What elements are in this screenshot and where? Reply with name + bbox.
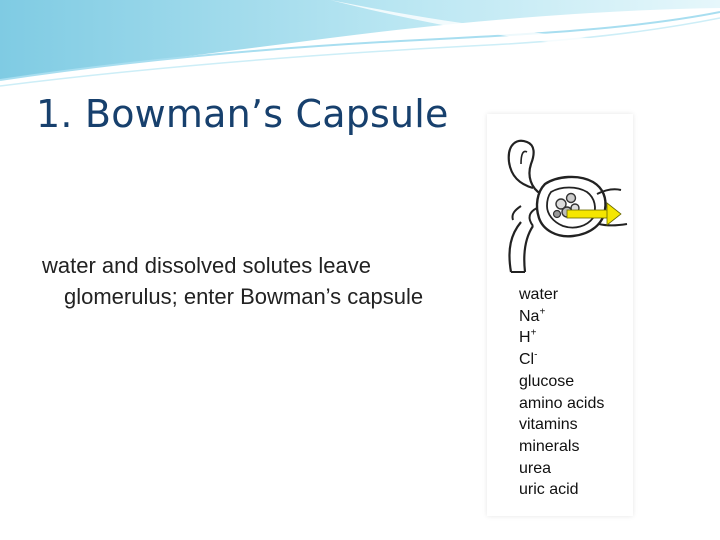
header-swoosh-decoration bbox=[0, 0, 720, 90]
list-item: minerals bbox=[519, 437, 580, 455]
list-item: H+ bbox=[519, 328, 537, 347]
list-item: urea bbox=[519, 459, 552, 477]
slide-body-text: water and dissolved solutes leave glomerulus; enter Bowman’s capsule bbox=[42, 253, 424, 309]
slide-title: 1. Bowman’s Capsule bbox=[36, 92, 449, 136]
list-item: water bbox=[519, 286, 559, 303]
filtered-solutes-list bbox=[519, 284, 604, 501]
bowmans-capsule-diagram bbox=[487, 114, 633, 274]
list-item: Na+ bbox=[519, 306, 546, 325]
list-item: Cl- bbox=[519, 349, 538, 369]
list-item: uric acid bbox=[519, 481, 579, 499]
nephron-figure bbox=[487, 114, 633, 516]
list-item: vitamins bbox=[519, 416, 578, 434]
list-item: amino acids bbox=[519, 394, 605, 412]
list-item: glucose bbox=[519, 372, 575, 390]
